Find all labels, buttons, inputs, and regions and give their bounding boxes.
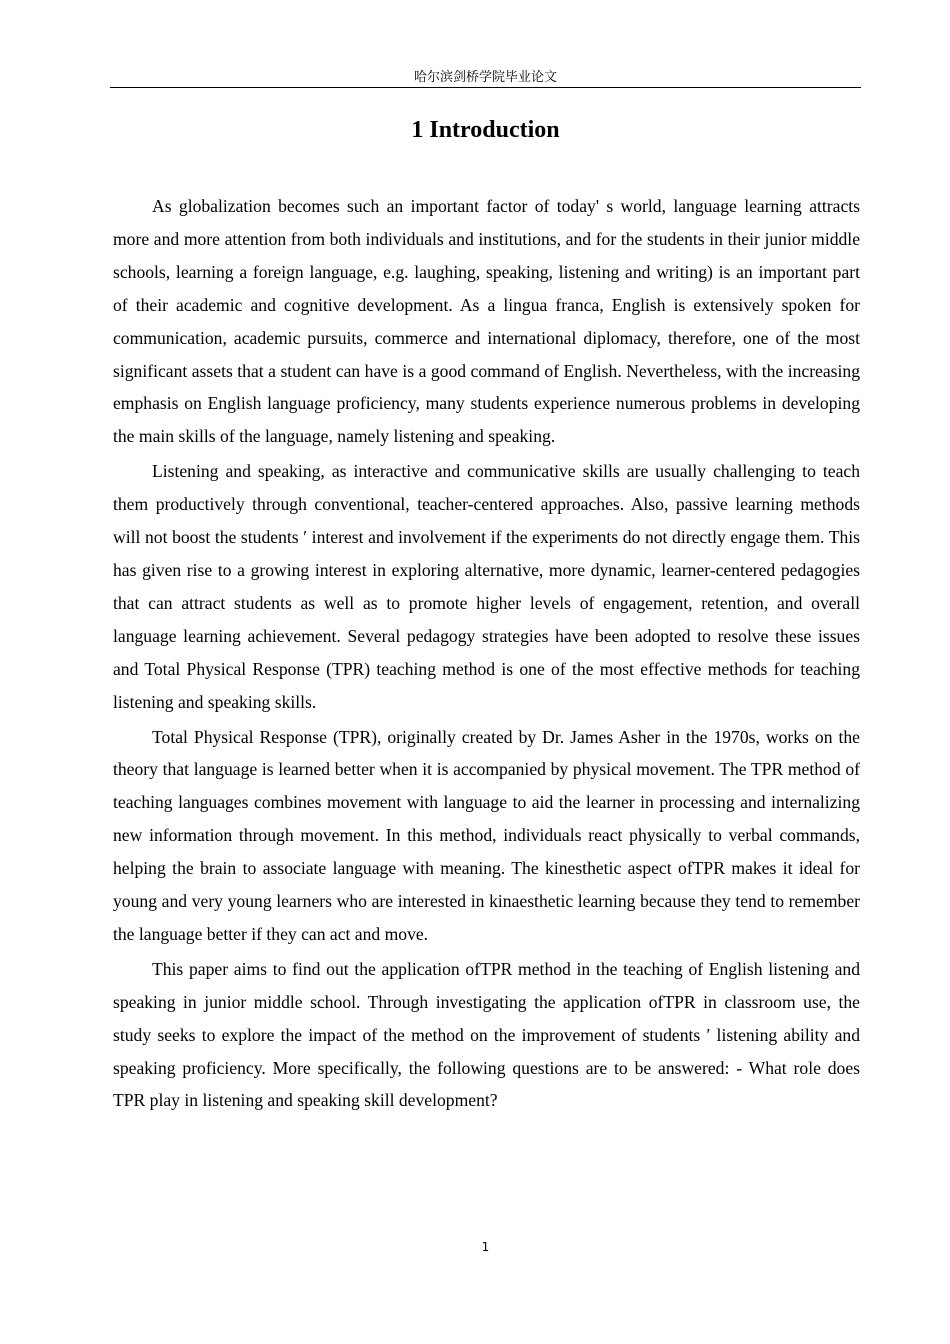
running-header: 哈尔滨剑桥学院毕业论文 [413, 70, 557, 85]
body-text [113, 190, 860, 1119]
page-number: 1 [481, 1240, 490, 1254]
paragraph: This paper aims to find out the application ofTPR method in the teaching of English listening and speaking in junior middle school. Through investigating the application ofTPR in classroom use, the study seeks to explore the impact of the method on the improvement of students ′ listening ability and speaking proficiency. More specifically, the following questions are to be answered: - What role does TPR play in listening and speaking skill development? [113, 958, 860, 1111]
paragraph: Total Physical Response (TPR), originally created by Dr. James Asher in the 1970s, works on the theory that language is learned better when it is accompanied by physical movement. The TPR method of teaching languages combines movement with language to aid the learner in processing and internalizing new information through movement. In this method, individuals react physically to verbal commands, helping the brain to associate language with meaning. The kinesthetic aspect ofTPR makes it ideal for young and very young learners who are interested in kinaesthetic learning because they tend to remember the language better if they can act and move. [113, 726, 860, 944]
header-divider [110, 87, 861, 88]
paragraph: As globalization becomes such an important factor of today' s world, language learning attracts more and more attention from both individuals and institutions, and for the students in their junior middle schools, learning a foreign language, e.g. laughing, speaking, listening and writing) is an important part of their academic and cognitive development. As a lingua franca, English is extensively spoken for communication, academic pursuits, commerce and international diplomacy, therefore, one of the most significant assets that a student can have is a good command of English. Nevertheless, with the increasing emphasis on English language proficiency, many students experience numerous problems in developing the main skills of the language, namely listening and speaking. [113, 196, 860, 447]
chapter-title: 1 Introduction [411, 117, 560, 143]
paragraph: Listening and speaking, as interactive and communicative skills are usually challenging to teach them productively through conventional, teacher-centered approaches. Also, passive learning methods will not boost the students ′ interest and involvement if the experiments do not directly engage them. This has given rise to a growing interest in exploring alternative, more dynamic, learner-centered pedagogies that can attract students as well as to promote higher levels of engagement, retention, and overall language learning achievement. Several pedagogy strategies have been adopted to resolve these issues and Total Physical Response (TPR) teaching method is one of the most effective methods for teaching listening and speaking skills. [113, 461, 860, 712]
